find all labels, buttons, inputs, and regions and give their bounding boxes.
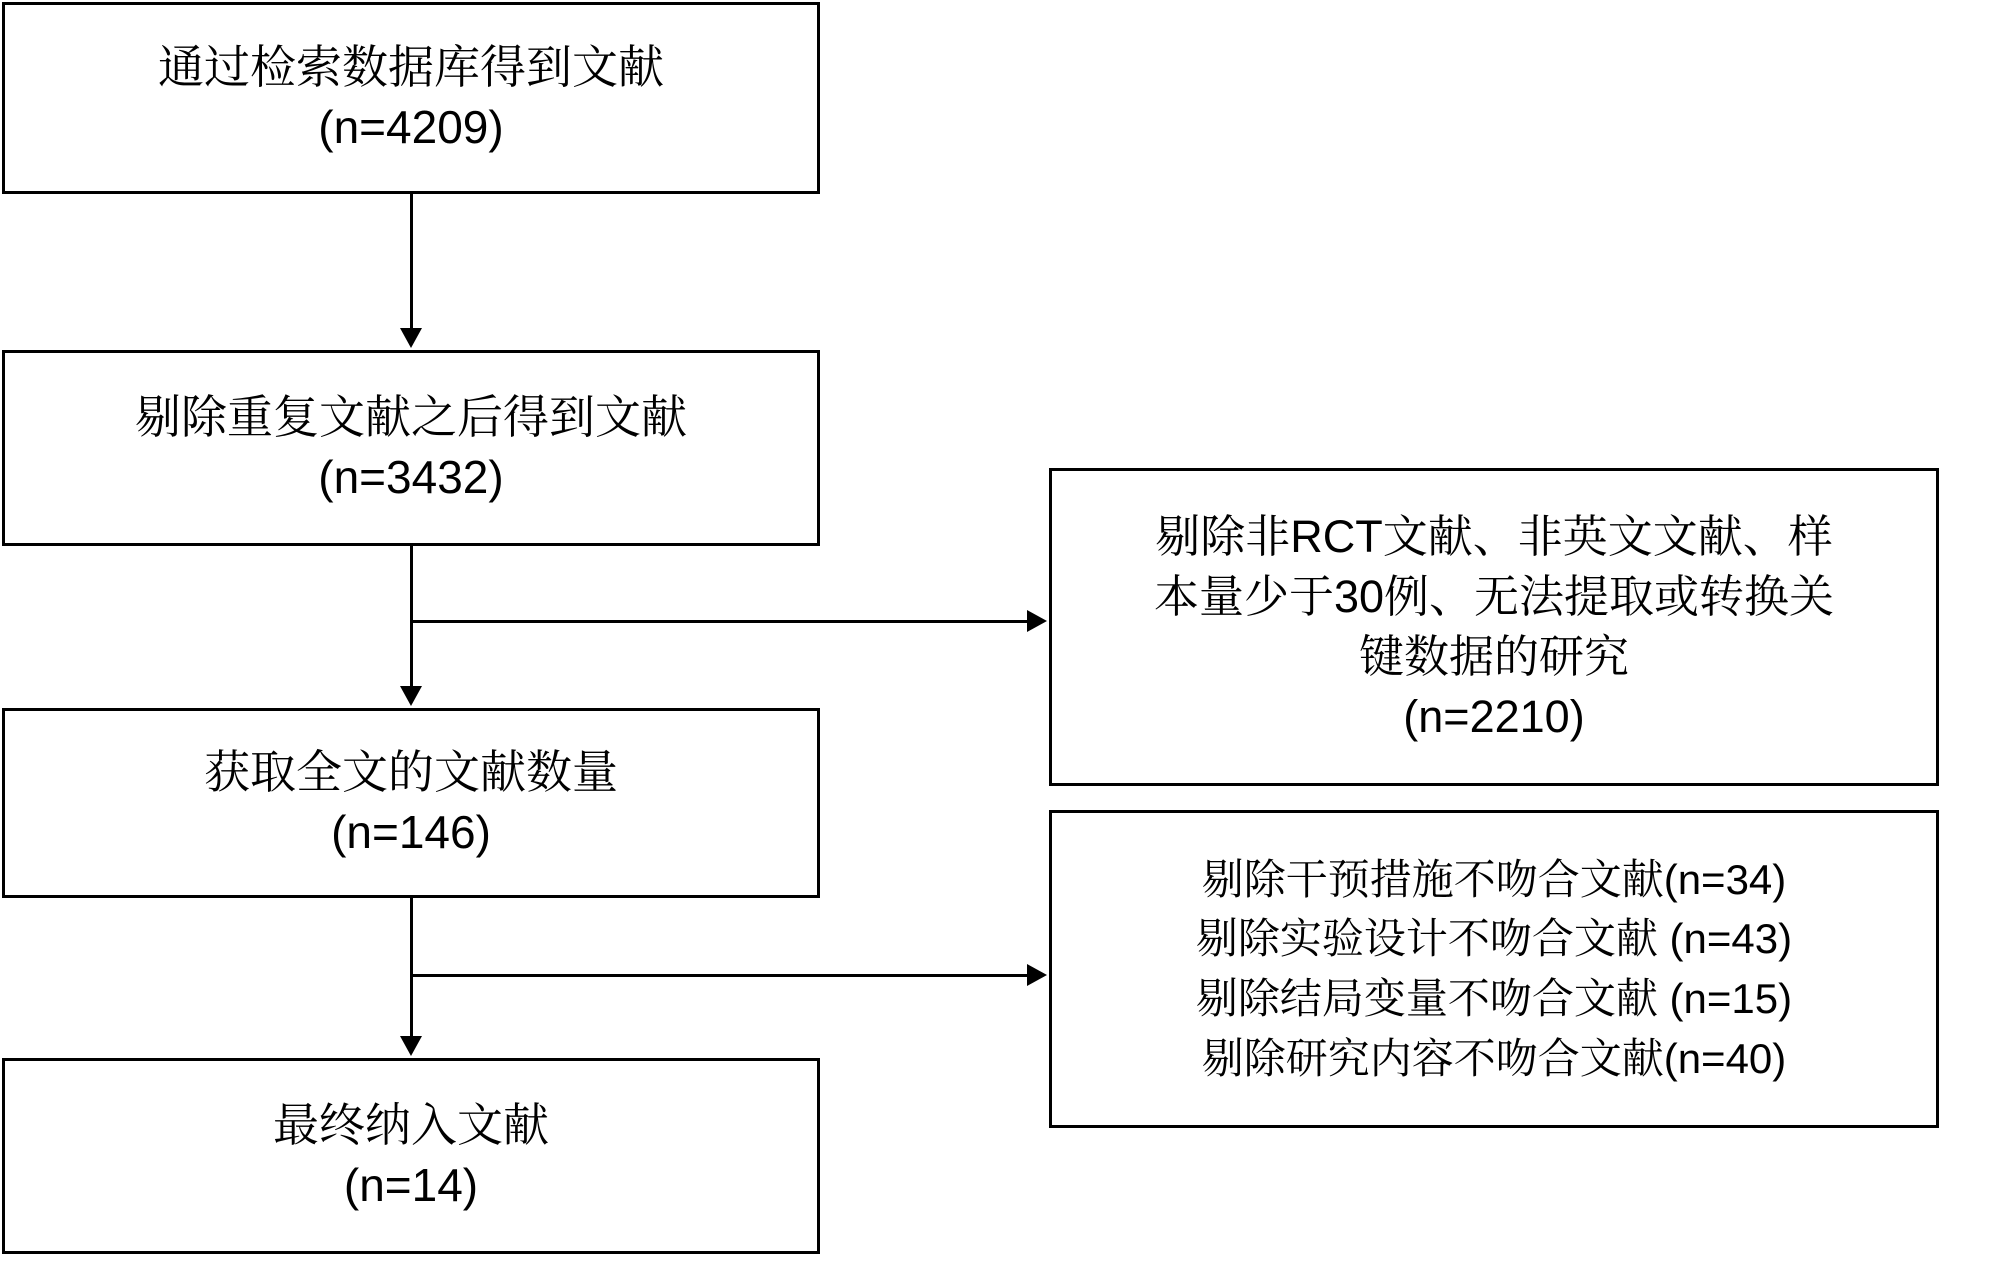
box-excluded-fulltext xyxy=(1049,810,1939,1128)
connector-fulltext-to-excluded-fulltext-arrow xyxy=(1027,964,1047,986)
box-excluded-screening-line2: 本量少于30例、无法提取或转换关 xyxy=(1153,571,1835,623)
box-excluded-fulltext-line3: 剔除结局变量不吻合文献 (n=15) xyxy=(1195,975,1793,1022)
box-records-deduplicated xyxy=(2,350,820,546)
connector-deduplicated-to-fulltext-arrow xyxy=(400,686,422,706)
box-fulltext-retrieved xyxy=(2,708,820,898)
box-fulltext-retrieved-count: (n=146) xyxy=(331,806,491,858)
box-records-identified xyxy=(2,2,820,194)
connector-deduplicated-to-fulltext-line xyxy=(410,546,413,686)
box-excluded-fulltext-line2: 剔除实验设计不吻合文献 (n=43) xyxy=(1195,915,1793,963)
box-fulltext-retrieved-label: 获取全文的文献数量 xyxy=(204,746,618,799)
connector-identified-to-deduplicated-arrow xyxy=(400,328,422,348)
connector-deduplicated-to-excluded-screening-arrow xyxy=(1027,610,1047,632)
connector-identified-to-deduplicated-line xyxy=(410,194,413,328)
box-records-identified-count: (n=4209) xyxy=(318,101,504,153)
box-excluded-screening xyxy=(1049,468,1939,786)
box-excluded-screening-line1: 剔除非RCT文献、非英文文献、样 xyxy=(1155,511,1833,563)
box-excluded-fulltext-line1: 剔除干预措施不吻合文献(n=34) xyxy=(1201,855,1787,903)
connector-fulltext-to-excluded-fulltext-line xyxy=(410,974,1027,977)
box-final-included xyxy=(2,1058,820,1254)
connector-fulltext-to-final-line xyxy=(410,898,413,1036)
box-records-deduplicated-count: (n=3432) xyxy=(318,451,504,503)
connector-deduplicated-to-excluded-screening-line xyxy=(410,620,1027,623)
box-excluded-screening-line4: (n=2210) xyxy=(1403,690,1585,742)
connector-fulltext-to-final-arrow xyxy=(400,1036,422,1056)
box-final-included-label: 最终纳入文献 xyxy=(273,1099,549,1152)
box-excluded-screening-line3: 键数据的研究 xyxy=(1358,631,1629,682)
box-records-identified-label: 通过检索数据库得到文献 xyxy=(158,41,664,94)
box-records-deduplicated-label: 剔除重复文献之后得到文献 xyxy=(135,391,687,444)
box-excluded-fulltext-line4: 剔除研究内容不吻合文献(n=40) xyxy=(1201,1034,1787,1082)
box-final-included-count: (n=14) xyxy=(343,1159,479,1211)
